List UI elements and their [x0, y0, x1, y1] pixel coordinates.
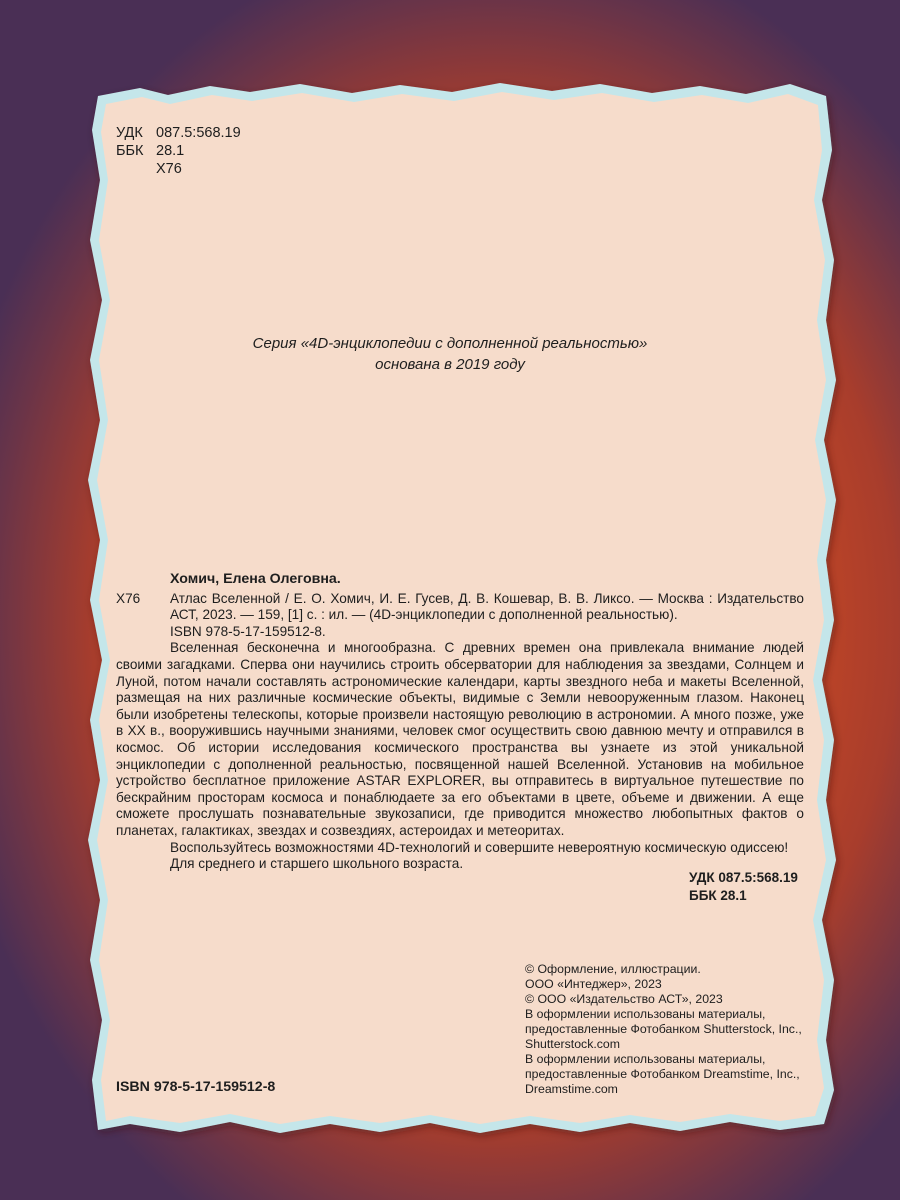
udk-row	[116, 124, 241, 142]
call-to-action: Воспользуйтесь возможностями 4D-технологий и совершите невероятную космическую одиссею!	[170, 839, 789, 855]
bbk-row	[116, 142, 184, 160]
bbk-bold: ББК 28.1	[689, 888, 747, 903]
series-line-2: основана в 2019 году	[375, 356, 525, 373]
series-line-1: Серия «4D-энциклопедии с дополненной реальностью»	[252, 335, 648, 352]
author-heading: Хомич, Елена Олеговна.	[170, 571, 341, 587]
udk-bold: УДК 087.5:568.19	[689, 870, 798, 885]
author-mark: Х76	[116, 590, 141, 606]
annotation: Вселенная бесконечна и многообразна. С древних времен она привлекала внимание людей своими загадками. Сперва они научились строить обсерватории для наблюдения за звездами, Солнцем и Луной, потом начали составлять астрономические календари, карты звездного неба и макеты Вселенной, размещая на них различные космические объекты, видимые с Земли невооруженным глазом. Наконец были изобретены телескопы, которые произвели настоящую революцию в астрономии. А много позже, уже в XX в., вооружившись научными знаниями, человек смог осуществить свою давнюю мечту и отправился в космос. Об истории исследования космического пространства вы узнаете из этой уникальной энциклопедии с дополненной реальностью, посвященной нашей Вселенной. Установив на мобильное устройство бесплатное приложение ASTAR EXPLORER, вы отправитесь в виртуальное путешествие по бескрайним просторам космоса и понаблюдаете за его объектами в цвете, объеме и движении. А еще сможете прослушать познавательные звукозаписи, где приводится множество любопытных фактов о планетах, галактиках, звездах и созвездиях, астероидах и метеоритах.	[116, 640, 804, 838]
copyright-line: Dreamstime.com	[525, 1082, 618, 1096]
copyright-line: В оформлении использованы материалы,	[525, 1007, 766, 1021]
copyright-line: предоставленные Фотобанком Dreamstime, Inc.,	[525, 1067, 800, 1081]
title-description: Атлас Вселенной / Е. О. Хомич, И. Е. Гусев, Д. В. Кошевар, В. В. Ликсо. — Москва : Издательство АСТ, 2023. — 159, [1] с. : ил. — (4D-энциклопедии с дополненной реальностью).	[170, 590, 804, 623]
copyright-line: В оформлении использованы материалы,	[525, 1052, 766, 1066]
age-rating: Для среднего и старшего школьного возраста.	[170, 856, 464, 872]
copyright-line: © ООО «Издательство АСТ», 2023	[525, 992, 723, 1006]
bibliographic-record	[116, 571, 804, 873]
bbk-label: ББК	[116, 143, 144, 159]
copyright-block	[525, 962, 825, 1097]
bbk-value: 28.1	[156, 143, 185, 159]
author-mark-top: Х76	[156, 161, 182, 177]
copyright-line: © Оформление, иллюстрации.	[525, 962, 701, 976]
copyright-line: предоставленные Фотобанком Shutterstock, Inc.,	[525, 1022, 802, 1036]
copyright-line: ООО «Интеджер», 2023	[525, 977, 662, 991]
udk-label: УДК	[116, 125, 143, 141]
isbn-bold: ISBN 978-5-17-159512-8	[116, 1079, 276, 1095]
udk-value: 087.5:568.19	[156, 125, 241, 141]
isbn-line: ISBN 978-5-17-159512-8.	[170, 623, 326, 639]
copyright-line: Shutterstock.com	[525, 1037, 620, 1051]
